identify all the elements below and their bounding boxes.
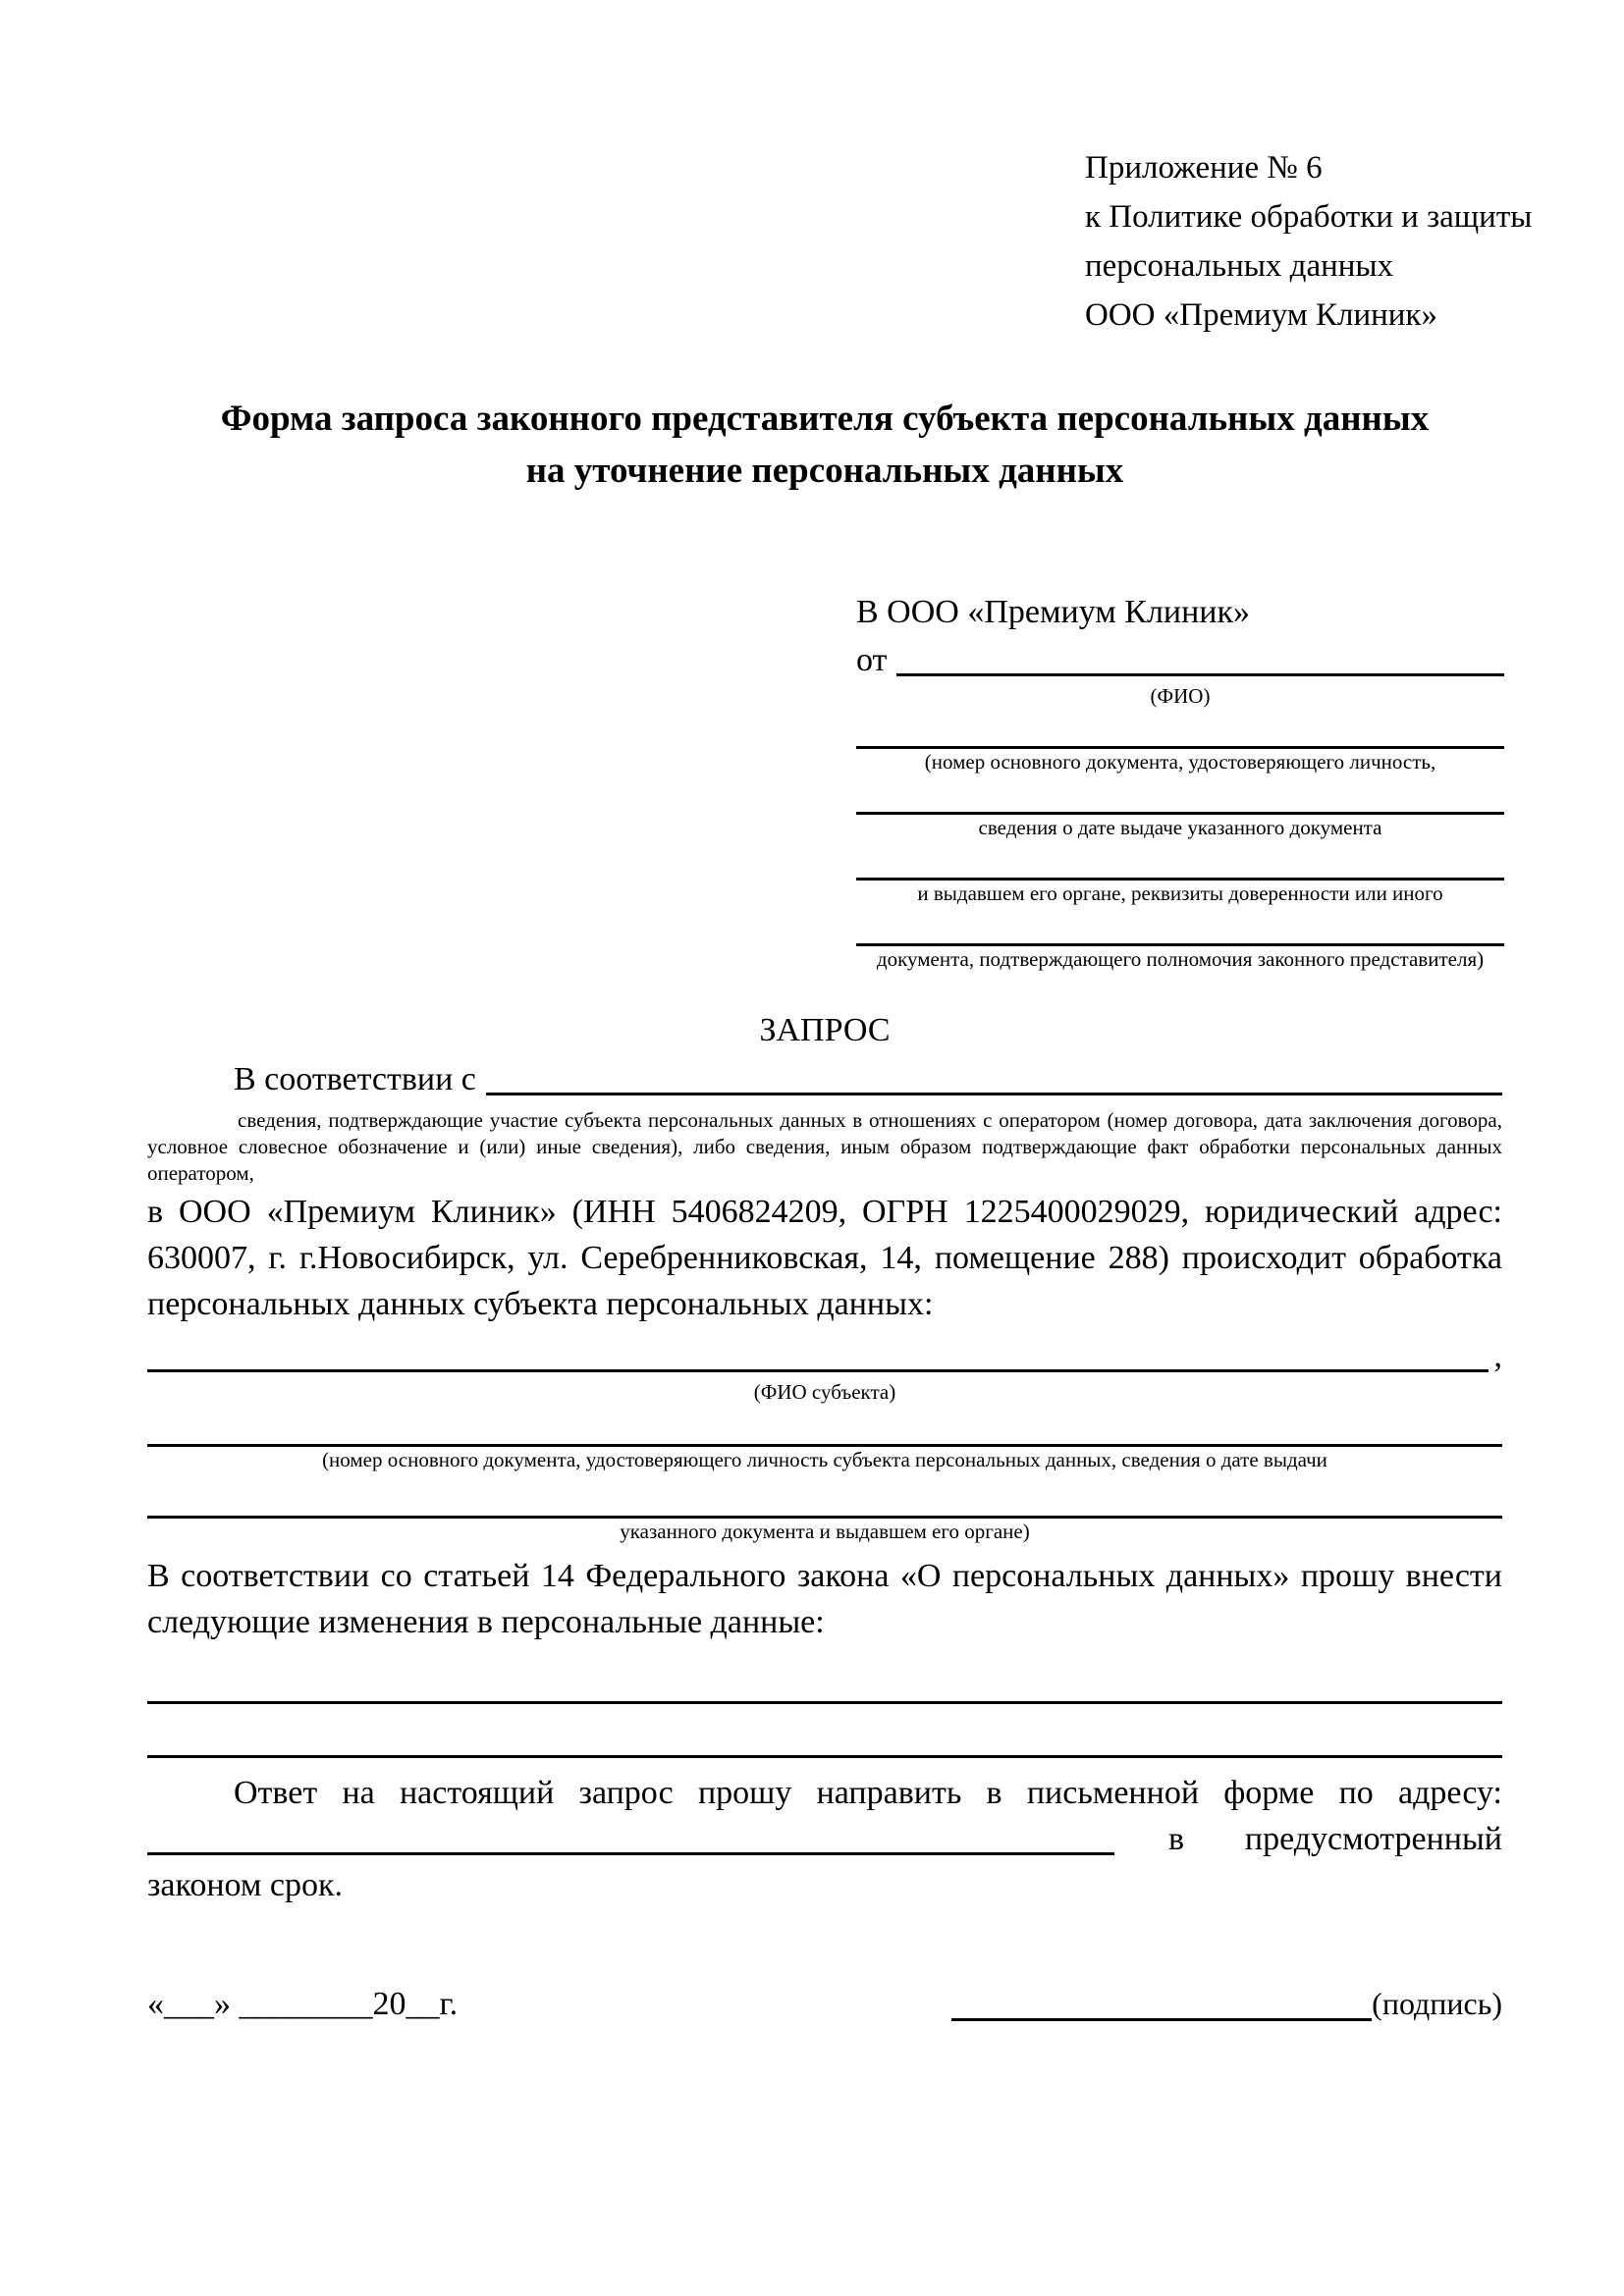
addressee-block	[856, 589, 1504, 973]
subject-doc-blank-line-2	[147, 1491, 1502, 1519]
in-accordance-label: В соответствии с	[234, 1061, 476, 1097]
signature-caption: (подпись)	[1372, 1986, 1502, 2021]
document-field-row	[856, 722, 1504, 775]
appendix-note-line-2: к Политике обработки и защиты	[1085, 199, 1533, 235]
document-field-row	[856, 854, 1504, 907]
subject-fio-field	[147, 1333, 1502, 1379]
answer-word-v: в	[1168, 1821, 1185, 1857]
appendix-note	[1085, 143, 1532, 340]
blank-field-line	[856, 788, 1504, 815]
document-field-row	[856, 920, 1504, 973]
address-blank-line	[147, 1816, 1114, 1855]
document-title-line1: Форма запроса законного представителя субъекта персональных данных	[220, 399, 1430, 439]
date-line: «___» ________20__г.	[147, 1986, 459, 2022]
document-title	[147, 393, 1502, 497]
blank-field-line	[856, 854, 1504, 881]
appendix-note-line-1: Приложение № 6	[1085, 150, 1323, 186]
appendix-note-line-4: ООО «Премиум Клиник»	[1085, 297, 1437, 333]
document-field-row	[856, 788, 1504, 841]
changes-blank-line-2	[147, 1704, 1502, 1758]
subject-fio-caption: (ФИО субъекта)	[753, 1380, 896, 1404]
document-title-line2: на уточнение персональных данных	[525, 451, 1124, 491]
request-heading: ЗАПРОС	[759, 1012, 891, 1048]
request-body	[147, 1007, 1502, 2027]
from-blank-line	[896, 637, 1504, 676]
signature-blank-line	[951, 2018, 1372, 2021]
answer-paragraph-line3: законом срок.	[147, 1867, 343, 1903]
appendix-note-line-3: персональных данных	[1085, 248, 1394, 284]
date-signature-row	[147, 1981, 1502, 2027]
blank-field-line	[856, 722, 1504, 749]
subject-fio-blank-line	[147, 1333, 1489, 1372]
subject-doc-caption-2: указанного документа и выдавшем его органе)	[620, 1520, 1030, 1543]
subject-fio-comma: ,	[1493, 1338, 1502, 1374]
operator-paragraph: в ООО «Премиум Клиник» (ИНН 5406824209, ОГРН 1225400029029, юридический адрес: 630007, г. г.Новосибирск, ул. Серебренниковская, 14, помещение 288) происходит обработка персональных данных субъекта персональных данных:	[147, 1194, 1502, 1322]
accordance-caption: сведения, подтверждающие участие субъекта персональных данных в отношениях с оператором (номер договора, дата заключения договора, условное словесное обозначение и (или) иные сведения), либо сведения, иным образом подтверждающие факт обработки персональных данных оператором,	[147, 1108, 1502, 1185]
in-accordance-field	[147, 1056, 1502, 1102]
answer-paragraph-line2	[147, 1816, 1502, 1862]
field-caption: и выдавшем его органе, реквизиты доверенности или иного	[917, 881, 1443, 905]
answer-paragraph-line1: Ответ на настоящий запрос прошу направить в письменной форме по адресу:	[234, 1775, 1502, 1811]
blank-field-line	[856, 920, 1504, 946]
subject-doc-caption-1: (номер основного документа, удостоверяющего личность субъекта персональных данных, сведения о дате выдачи	[322, 1448, 1327, 1471]
article-paragraph: В соответствии со статьей 14 Федерального закона «О персональных данных» прошу внести следующие изменения в персональные данные:	[147, 1558, 1502, 1640]
subject-doc-blank-line	[147, 1417, 1502, 1447]
in-accordance-blank-line	[486, 1056, 1502, 1095]
fio-caption: (ФИО)	[1150, 684, 1211, 708]
addressee-to: В ООО «Премиум Клиник»	[856, 594, 1251, 630]
signature-block	[951, 1981, 1502, 2027]
field-caption: документа, подтверждающего полномочия законного представителя)	[876, 947, 1485, 971]
from-field	[856, 637, 1504, 683]
field-caption: сведения о дате выдаче указанного документа	[978, 816, 1382, 839]
changes-blank-line-1	[147, 1653, 1502, 1704]
answer-word-predusmotrennyi: предусмотренный	[1244, 1821, 1502, 1857]
field-caption: (номер основного документа, удостоверяющего личность,	[924, 750, 1436, 774]
from-label: от	[856, 642, 888, 678]
